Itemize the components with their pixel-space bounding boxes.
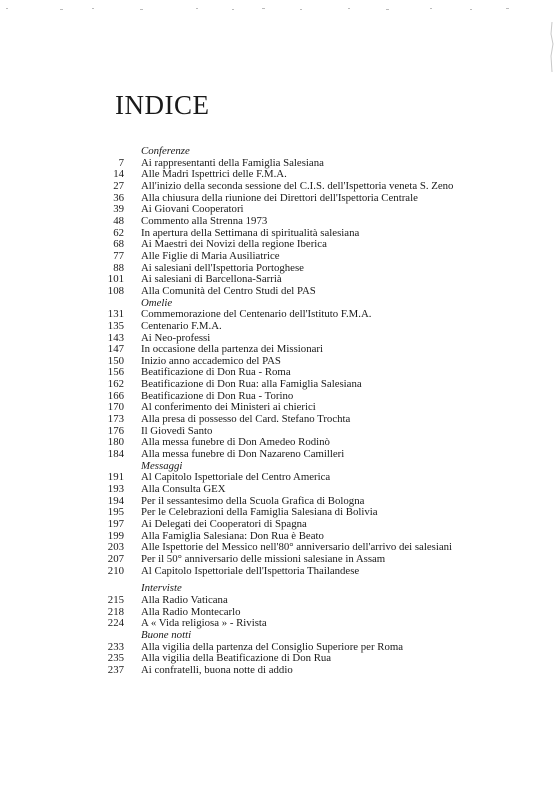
page-number: 207 bbox=[107, 552, 124, 565]
entry-title: Alle Madri Ispettrici delle F.M.A. bbox=[141, 168, 287, 181]
section-heading: Interviste bbox=[141, 582, 182, 595]
entry-title: Ai Giovani Cooperatori bbox=[141, 203, 244, 216]
toc-entry[interactable] bbox=[100, 449, 550, 461]
page-number: 170 bbox=[107, 401, 124, 414]
entry-title: Ai Maestri dei Novizi della regione Iberica bbox=[141, 238, 327, 251]
entry-title: In occasione della partenza dei Missionari bbox=[141, 343, 323, 356]
toc-entry[interactable] bbox=[100, 566, 550, 578]
page-number: 7 bbox=[118, 156, 124, 169]
entry-title: Al Capitolo Ispettoriale dell'Ispettoria Thailandese bbox=[141, 564, 360, 577]
section-heading: Omelie bbox=[141, 296, 173, 309]
page-number: 224 bbox=[107, 617, 124, 630]
page-number: 62 bbox=[113, 226, 124, 239]
page-number: 235 bbox=[107, 652, 124, 665]
toc-entry[interactable] bbox=[100, 216, 550, 228]
entry-title: Alla vigilia della partenza del Consiglio Superiore per Roma bbox=[141, 640, 404, 653]
toc-entry[interactable] bbox=[100, 484, 550, 496]
page-number: 162 bbox=[107, 378, 124, 391]
page-number: 195 bbox=[107, 506, 124, 519]
entry-title: Beatificazione di Don Rua - Torino bbox=[141, 389, 294, 402]
section-heading: Buone notti bbox=[141, 628, 192, 641]
entry-title: Ai Delegati dei Cooperatori di Spagna bbox=[141, 518, 307, 530]
entry-title: Ai salesiani dell'Ispettoria Portoghese bbox=[141, 261, 304, 274]
toc-entry[interactable] bbox=[100, 321, 550, 333]
page-number: 184 bbox=[107, 448, 124, 461]
section-messaggi bbox=[100, 461, 550, 578]
entry-title: A « Vida religiosa » - Rivista bbox=[141, 617, 267, 630]
entry-title: Ai salesiani di Barcellona-Sarrià bbox=[141, 273, 282, 286]
entry-title: Al conferimento dei Ministeri ai chierici bbox=[141, 401, 316, 414]
page-number: 166 bbox=[107, 389, 124, 402]
section-heading: Conferenze bbox=[141, 145, 190, 157]
entry-title: Commemorazione del Centenario dell'Istituto F.M.A. bbox=[141, 308, 372, 321]
entry-title: Alla presa di possesso del Card. Stefano Trochta bbox=[141, 413, 351, 426]
section-interviste bbox=[100, 583, 550, 630]
entry-title: Alla Famiglia Salesiana: Don Rua è Beato bbox=[141, 529, 324, 542]
page-number: 131 bbox=[107, 308, 124, 321]
page-number: 194 bbox=[107, 494, 124, 507]
page-number: 180 bbox=[107, 436, 124, 449]
page-number: 135 bbox=[107, 319, 124, 332]
entry-title: Alla chiusura della riunione dei Direttori dell'Ispettoria Centrale bbox=[141, 191, 418, 204]
page-number: 156 bbox=[107, 366, 124, 379]
page-number: 150 bbox=[107, 354, 124, 367]
page-number: 101 bbox=[107, 273, 124, 286]
page-number: 48 bbox=[113, 214, 124, 227]
entry-title: All'inizio della seconda sessione del C.I.S. dell'Ispettoria veneta S. Zeno bbox=[141, 179, 454, 192]
entry-title: Al Capitolo Ispettoriale del Centro America bbox=[141, 471, 331, 484]
entry-title: Alla Comunità del Centro Studi del PAS bbox=[141, 284, 316, 297]
page-number: 191 bbox=[107, 471, 124, 484]
page-number: 14 bbox=[113, 168, 124, 181]
entry-title: Ai rappresentanti della Famiglia Salesiana bbox=[141, 156, 324, 169]
entry-title: Alla Radio Montecarlo bbox=[141, 605, 241, 618]
entry-title: Alle Figlie di Maria Ausiliatrice bbox=[141, 249, 280, 262]
entry-title: Ai Neo-professi bbox=[141, 331, 211, 344]
toc-entry[interactable] bbox=[100, 414, 550, 426]
page-number: 193 bbox=[107, 483, 124, 496]
entry-title: Ai confratelli, buona notte di addio bbox=[141, 663, 293, 676]
page-number: 210 bbox=[107, 564, 124, 577]
entry-title: Alla vigilia della Beatificazione di Don Rua bbox=[141, 652, 332, 665]
page-number: 77 bbox=[113, 249, 124, 262]
section-omelie bbox=[100, 298, 550, 461]
section-conferenze bbox=[100, 146, 550, 298]
entry-title: Commento alla Strenna 1973 bbox=[141, 214, 268, 227]
page-number: 143 bbox=[107, 331, 124, 344]
toc-entry[interactable] bbox=[100, 181, 550, 193]
entry-title: Alle Ispettorie del Messico nell'80° anniversario dell'arrivo dei salesiani bbox=[141, 541, 453, 554]
toc-entry[interactable] bbox=[100, 595, 550, 607]
entry-title: Alla messa funebre di Don Amedeo Rodinò bbox=[141, 436, 330, 449]
entry-title: Beatificazione di Don Rua: alla Famiglia Salesiana bbox=[141, 378, 362, 391]
page-edge-mark bbox=[547, 22, 555, 72]
entry-title: Alla messa funebre di Don Nazareno Camilleri bbox=[141, 448, 345, 461]
page-number: 36 bbox=[113, 191, 124, 204]
page-number: 197 bbox=[107, 518, 124, 530]
page-number: 27 bbox=[113, 179, 124, 192]
entry-title: Beatificazione di Don Rua - Roma bbox=[141, 366, 291, 379]
toc-entry[interactable] bbox=[100, 519, 550, 531]
page-number: 108 bbox=[107, 284, 124, 297]
page-number: 203 bbox=[107, 541, 124, 554]
entry-title: Per il 50° anniversario delle missioni salesiane in Assam bbox=[141, 552, 386, 565]
section-heading: Messaggi bbox=[141, 459, 183, 472]
toc-entry[interactable] bbox=[100, 554, 550, 566]
toc-entry[interactable] bbox=[100, 665, 550, 677]
page-number: 233 bbox=[107, 640, 124, 653]
entry-title: Alla Radio Vaticana bbox=[141, 593, 228, 606]
page-number: 215 bbox=[107, 593, 124, 606]
entry-title: Inizio anno accademico del PAS bbox=[141, 354, 281, 367]
page-number: 68 bbox=[113, 238, 124, 251]
page-number: 39 bbox=[113, 203, 124, 216]
page-number: 176 bbox=[107, 424, 124, 437]
page-number: 218 bbox=[107, 605, 124, 618]
entry-title: Per il sessantesimo della Scuola Grafica di Bologna bbox=[141, 494, 365, 507]
page-number: 173 bbox=[107, 413, 124, 426]
entry-title: Per le Celebrazioni della Famiglia Salesiana di Bolivia bbox=[141, 506, 378, 519]
table-of-contents bbox=[100, 146, 550, 677]
toc-entry[interactable] bbox=[100, 286, 550, 298]
entry-title: Centenario F.M.A. bbox=[141, 319, 222, 332]
page-number: 147 bbox=[107, 343, 124, 356]
scan-noise bbox=[0, 0, 559, 30]
section-buone-notti bbox=[100, 630, 550, 677]
entry-title: Il Giovedì Santo bbox=[141, 424, 213, 437]
page-number: 237 bbox=[107, 663, 124, 676]
toc-entry[interactable] bbox=[100, 251, 550, 263]
page-title: INDICE bbox=[115, 90, 210, 120]
entry-title: In apertura della Settimana di spiritualità salesiana bbox=[141, 226, 360, 239]
page-number: 199 bbox=[107, 529, 124, 542]
page-number: 88 bbox=[113, 261, 124, 274]
entry-title: Alla Consulta GEX bbox=[141, 483, 226, 496]
